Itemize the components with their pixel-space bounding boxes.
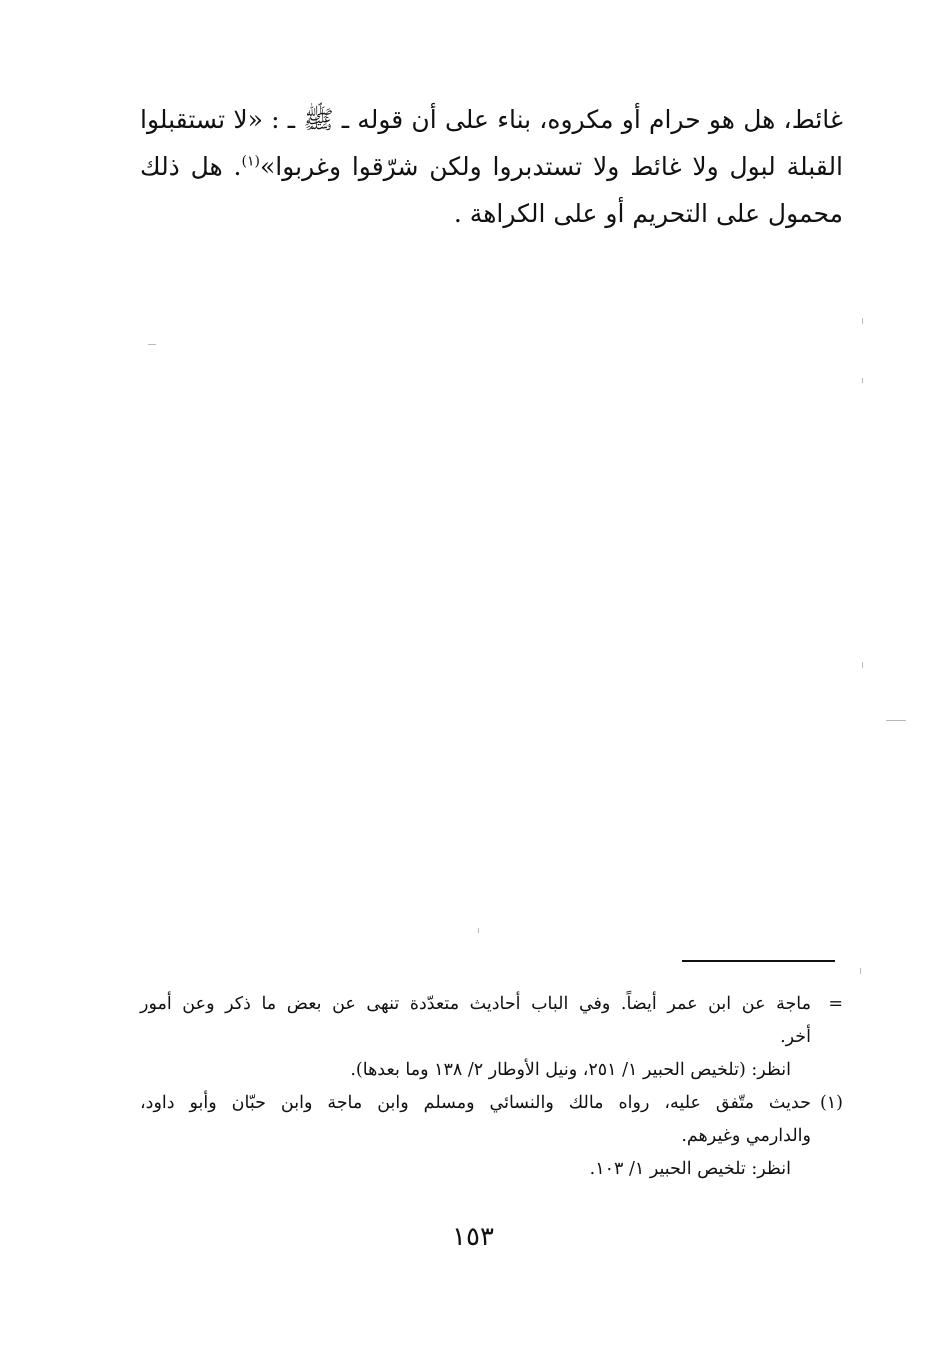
continuation-reference: انظر: (تلخيص الحبير ١/ ٢٥١، ونيل الأوطار ٢/ ١٣٨ وما بعدها). <box>350 1060 791 1080</box>
main-text-line-3: محمول على التحريم أو على الكراهة . <box>453 199 843 228</box>
footnote-1-line-1: حديث متّفق عليه، رواه مالك والنسائي ومسلم وابن ماجة وابن حبّان وأبو داود، <box>140 1093 811 1113</box>
continuation-line-2: أخر. <box>780 1027 811 1047</box>
footnote-1-line-2: والدارمي وغيرهم. <box>681 1126 811 1146</box>
footnote-1-reference: انظر: تلخيص الحبير ١/ ١٠٣. <box>589 1159 791 1179</box>
footnote-continuation <box>140 988 843 1021</box>
scan-speck <box>478 928 479 933</box>
scan-speck <box>148 344 156 345</box>
footnotes-section <box>140 988 843 1186</box>
scan-speck <box>862 318 863 324</box>
main-text-line-2: القبلة لبول ولا غائط ولا تستدبروا ولكن شرّقوا وغربوا» <box>259 152 844 181</box>
main-body-text <box>140 96 843 237</box>
scan-speck <box>860 968 861 974</box>
scan-speck <box>886 720 906 721</box>
footnote-separator <box>682 960 835 962</box>
continuation-marker: = <box>828 994 843 1014</box>
page-number: ١٥٣ <box>452 1222 494 1252</box>
footnote-1 <box>140 1087 843 1120</box>
footnote-reference[interactable]: (١) <box>241 153 260 170</box>
scan-speck <box>862 662 863 668</box>
main-text-line-1: غائط، هل هو حرام أو مكروه، بناء على أن قوله ـ ﷺ ـ : «لا تستقبلوا <box>140 105 843 134</box>
continuation-line-1: ماجة عن ابن عمر أيضاً. وفي الباب أحاديث متعدّدة تنهى عن بعض ما ذكر وعن أمور <box>140 994 811 1014</box>
main-text-line-2-end: . هل ذلك <box>140 152 242 181</box>
footnote-1-marker: (١) <box>819 1093 843 1113</box>
scan-speck <box>862 378 863 383</box>
main-paragraph <box>140 96 843 237</box>
